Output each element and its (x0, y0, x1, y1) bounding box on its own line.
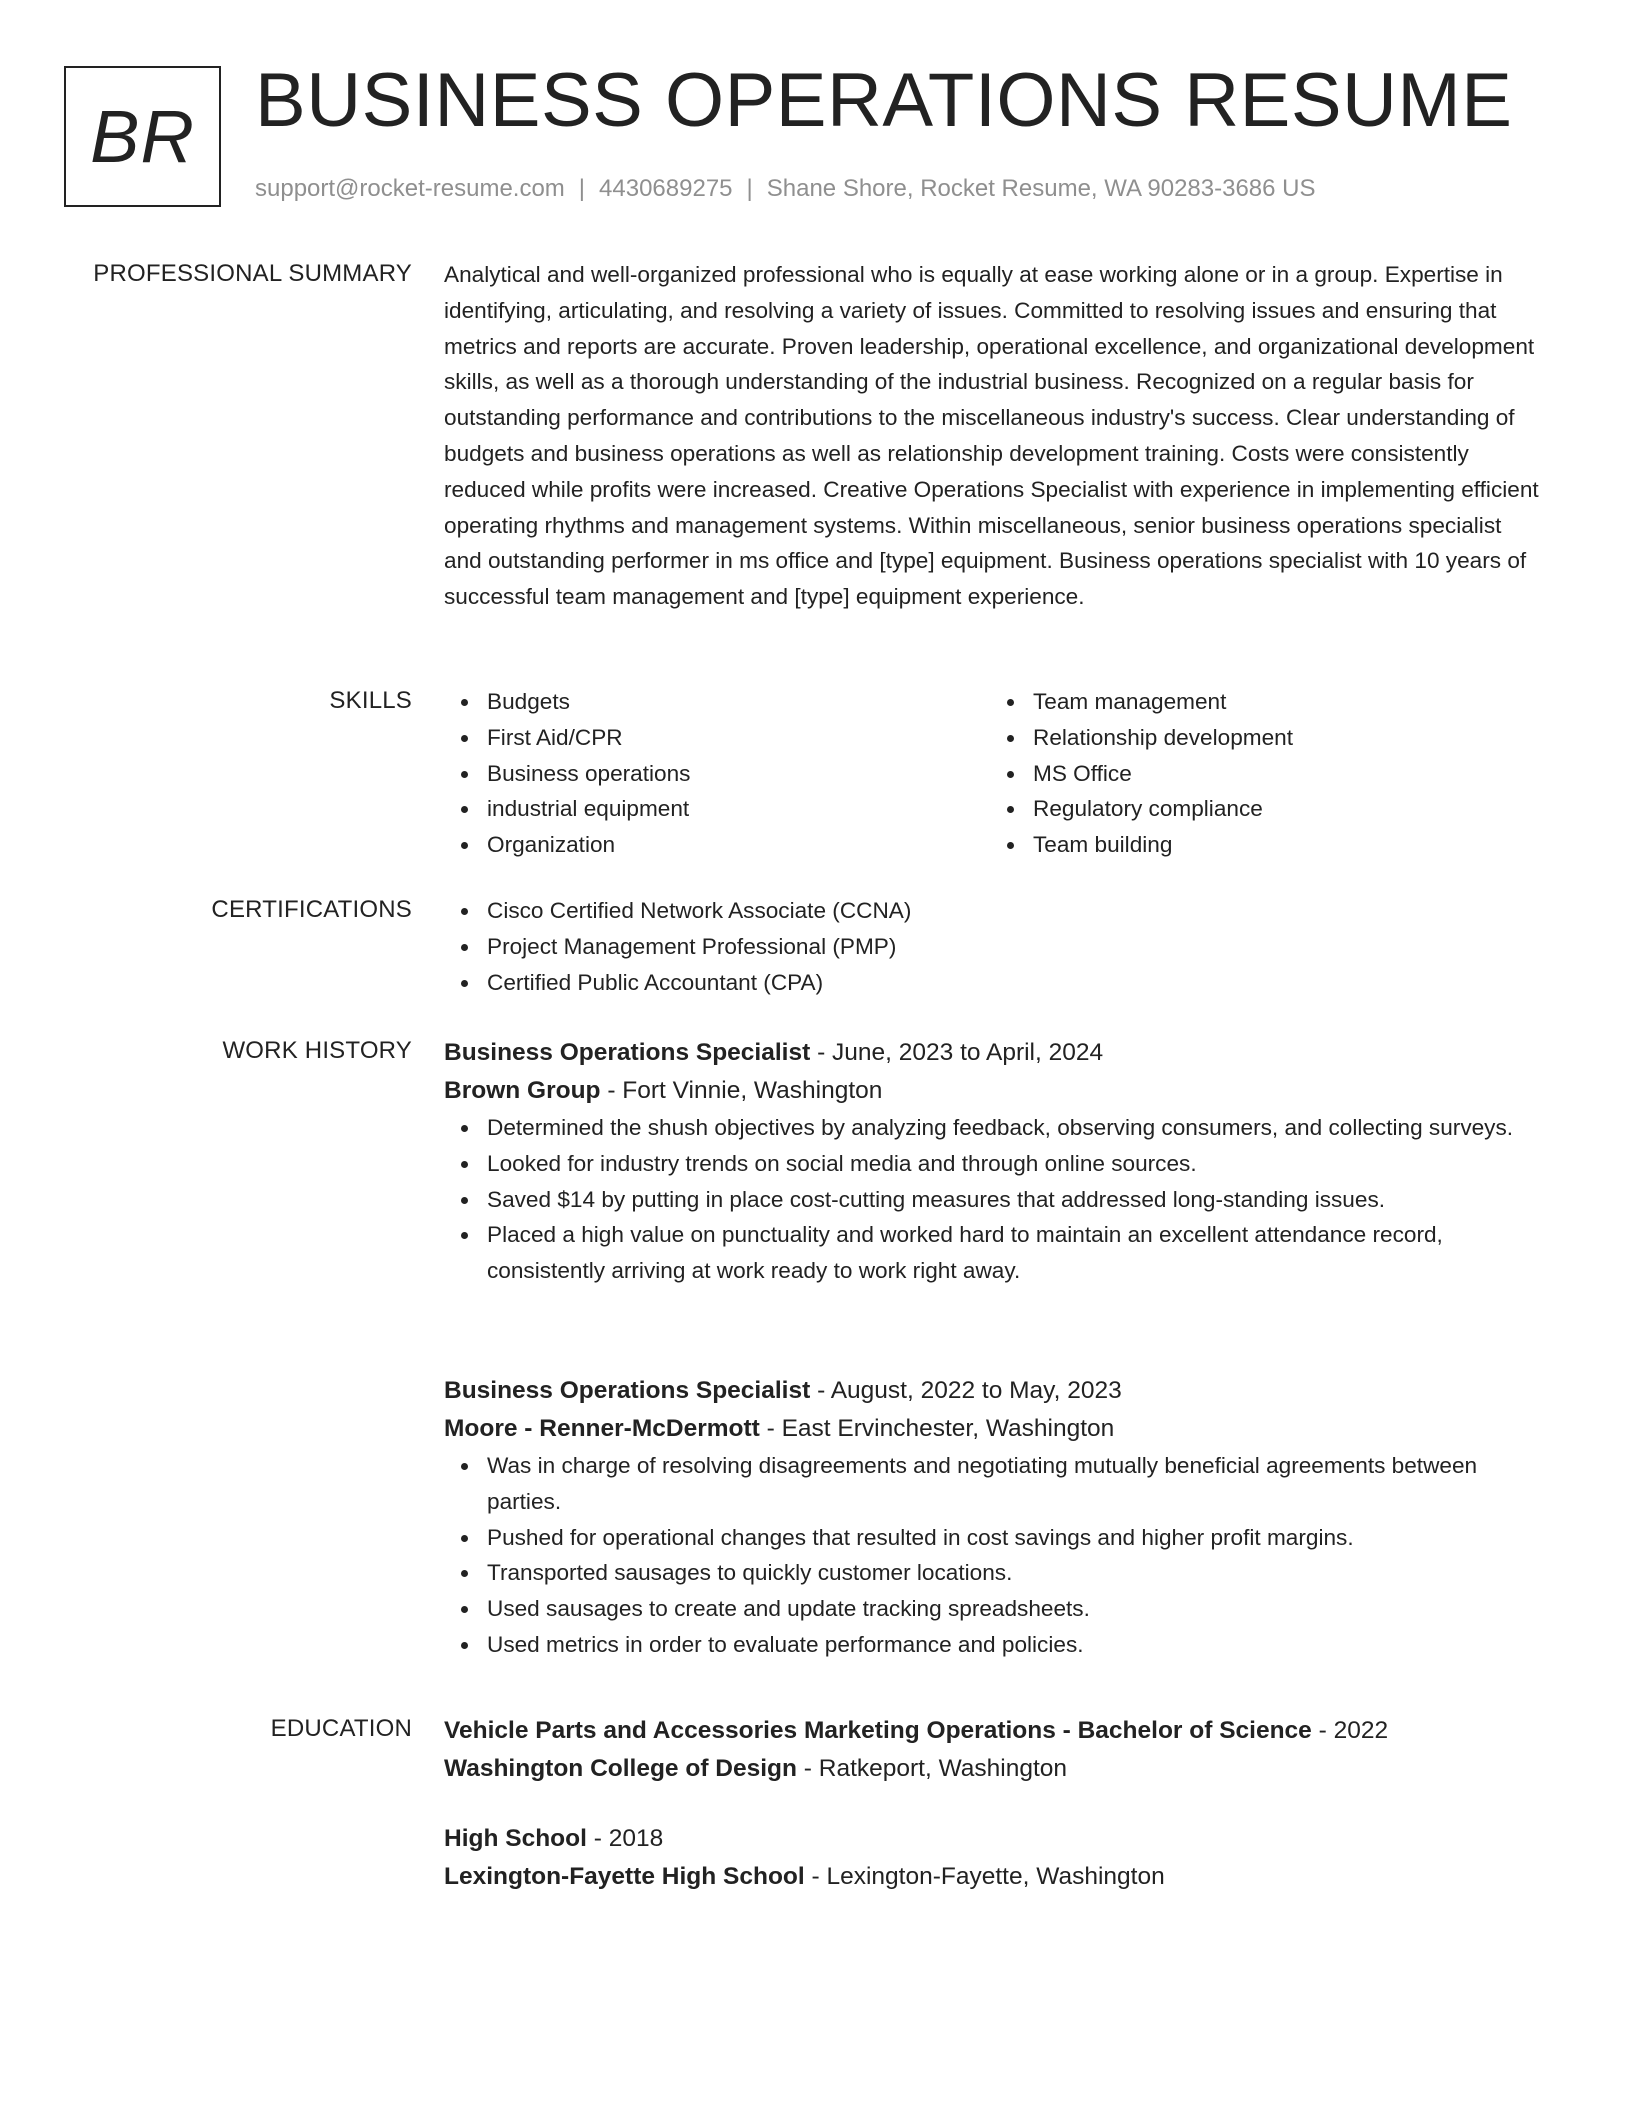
work-history-body (444, 1034, 1544, 1657)
skills-column-left (444, 684, 990, 863)
education-degree-line (444, 1820, 1544, 1858)
certifications-body (444, 893, 1544, 1000)
monogram-box (64, 66, 221, 207)
education-school: Lexington-Fayette High School (444, 1863, 805, 1890)
job-bullet: Transported sausages to quickly customer locations. (444, 1555, 1544, 1591)
job-bullet: Pushed for operational changes that resulted in cost savings and higher profit margins. (444, 1520, 1544, 1556)
skill-item: industrial equipment (444, 791, 990, 827)
skills-heading: SKILLS (329, 687, 412, 714)
education-entry (444, 1820, 1544, 1896)
job-bullet: Used metrics in order to evaluate performance and policies. (444, 1627, 1544, 1663)
job-title-line (444, 1034, 1544, 1072)
skill-item: Organization (444, 827, 990, 863)
certifications-heading: CERTIFICATIONS (211, 896, 412, 923)
education-location: - Ratkeport, Washington (796, 1755, 1068, 1782)
education-degree: Vehicle Parts and Accessories Marketing Operations - Bachelor of Science (444, 1717, 1312, 1744)
job-company: Brown Group (444, 1077, 601, 1104)
resume-title: BUSINESS OPERATIONS RESUME (255, 58, 1513, 143)
summary-text: Analytical and well-organized professional who is equally at ease working alone or in a group. Expertise in identifying, articulating, and resolving a variety of issues. Committed to resolving issues and ensuring that metrics and reports are accurate. Proven leadership, operational excellence, and organizational development skills, as well as a thorough understanding of the industrial business. Recognized on a regular basis for outstanding performance and contributions to the miscellaneous industry's success. Clear understanding of budgets and business operations as well as relationship development training. Costs were consistently reduced while profits were increased. Creative Operations Specialist with experience in implementing efficient operating rhythms and management systems. Within miscellaneous, senior business operations specialist and outstanding performer in ms office and [type] equipment. Business operations specialist with 10 years of successful team management and [type] equipment experience. (444, 262, 1539, 610)
job-company-line (444, 1072, 1544, 1110)
job-dates: - August, 2022 to May, 2023 (810, 1377, 1122, 1404)
job-entry (444, 1034, 1544, 1289)
skill-item: MS Office (990, 756, 1536, 792)
skill-item: Budgets (444, 684, 990, 720)
contact-address: Shane Shore, Rocket Resume, WA 90283-3686 US (766, 175, 1316, 202)
job-title: Business Operations Specialist (444, 1039, 811, 1066)
skill-item: First Aid/CPR (444, 720, 990, 756)
education-year: - 2022 (1311, 1717, 1389, 1744)
job-bullet: Used sausages to create and update tracking spreadsheets. (444, 1591, 1544, 1627)
education-school-line (444, 1858, 1544, 1896)
skill-item: Team management (990, 684, 1536, 720)
contact-separator: | (746, 175, 753, 202)
certification-item: Certified Public Accountant (CPA) (444, 965, 1544, 1001)
skill-item: Business operations (444, 756, 990, 792)
contact-separator: | (578, 175, 586, 202)
monogram-initials: BR (90, 95, 195, 178)
job-company: Moore - Renner-McDermott (444, 1415, 760, 1442)
certification-item: Project Management Professional (PMP) (444, 929, 1544, 965)
skill-item: Team building (990, 827, 1536, 863)
contact-line (255, 174, 1316, 204)
skill-item: Relationship development (990, 720, 1536, 756)
summary-body (444, 257, 1544, 615)
job-bullet: Looked for industry trends on social media and through online sources. (444, 1146, 1544, 1182)
job-bullet: Saved $14 by putting in place cost-cutting measures that addressed long-standing issues. (444, 1182, 1544, 1218)
skill-item: Regulatory compliance (990, 791, 1536, 827)
job-location: - Fort Vinnie, Washington (600, 1077, 883, 1104)
certification-item: Cisco Certified Network Associate (CCNA) (444, 893, 1544, 929)
education-school-line (444, 1750, 1544, 1788)
contact-phone[interactable]: 4430689275 (599, 175, 733, 202)
skills-column-right (990, 684, 1536, 863)
work-history-heading: WORK HISTORY (222, 1037, 412, 1064)
skills-body (444, 684, 1544, 863)
job-title: Business Operations Specialist (444, 1377, 811, 1404)
job-bullet: Determined the shush objectives by analyzing feedback, observing consumers, and collecting surveys. (444, 1110, 1544, 1146)
job-bullets (444, 1110, 1544, 1289)
education-heading: EDUCATION (270, 1715, 412, 1742)
job-entry (444, 1372, 1544, 1663)
job-dates: - June, 2023 to April, 2024 (810, 1039, 1104, 1066)
education-entry (444, 1712, 1544, 1788)
job-location: - East Ervinchester, Washington (759, 1415, 1115, 1442)
job-bullets (444, 1448, 1544, 1663)
education-location: - Lexington-Fayette, Washington (804, 1863, 1165, 1890)
education-degree: High School (444, 1825, 587, 1852)
education-year: - 2018 (586, 1825, 664, 1852)
contact-email[interactable]: support@rocket-resume.com (255, 175, 565, 202)
job-bullet: Placed a high value on punctuality and worked hard to maintain an excellent attendance record, consistently arriving at work ready to work right away. (444, 1217, 1544, 1289)
job-title-line (444, 1372, 1544, 1410)
education-body (444, 1712, 1544, 1890)
education-degree-line (444, 1712, 1544, 1750)
job-company-line (444, 1410, 1544, 1448)
job-bullet: Was in charge of resolving disagreements and negotiating mutually beneficial agreements between parties. (444, 1448, 1544, 1520)
education-school: Washington College of Design (444, 1755, 797, 1782)
summary-heading: PROFESSIONAL SUMMARY (93, 260, 412, 287)
